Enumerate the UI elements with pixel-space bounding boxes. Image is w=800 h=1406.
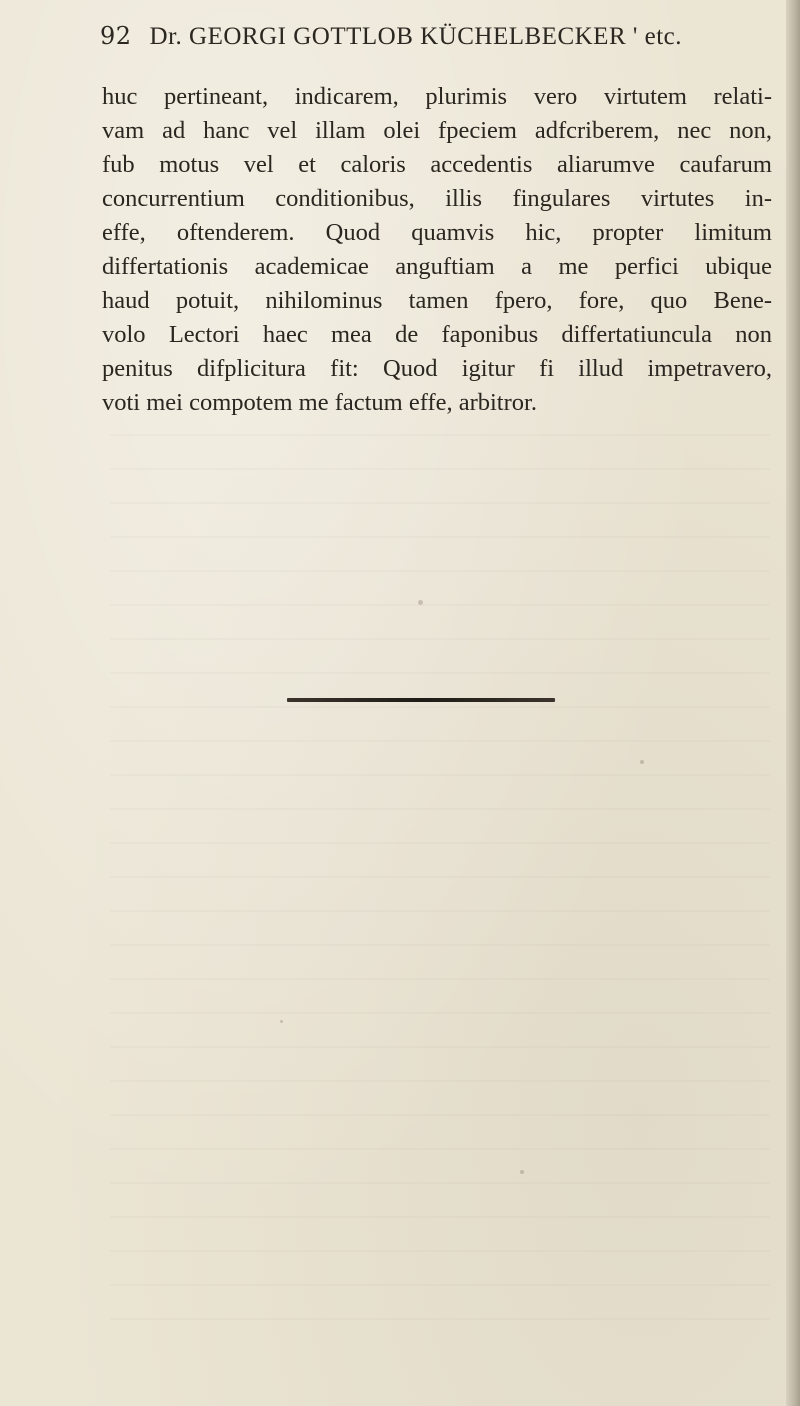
page-number: 92: [100, 22, 132, 50]
paper-speck: [640, 760, 644, 764]
text-line: concurrentium conditionibus, illis fingulares virtutes in-: [102, 185, 772, 212]
text-line: vam ad hanc vel illam olei fpeciem adfcriberem, nec non,: [102, 117, 772, 144]
paper-speck: [520, 1170, 524, 1174]
body-paragraph: [102, 80, 772, 420]
running-head: Dr. GEORGI GOTTLOB KÜCHELBECKER ' etc.: [149, 23, 683, 50]
text-line: huc pertineant, indicarem, plurimis vero virtutem relati-: [102, 83, 772, 110]
paper-speck: [418, 600, 423, 605]
section-separator-rule: [287, 698, 555, 702]
page-edge-shadow: [786, 0, 800, 1406]
show-through-texture: [110, 420, 770, 1320]
page-header: [100, 22, 770, 74]
text-line: penitus difplicitura fit: Quod igitur fi illud impetravero,: [102, 355, 772, 382]
text-line: differtationis academicae anguftiam a me perfici ubique: [102, 253, 772, 280]
text-line: voti mei compotem me factum effe, arbitror.: [102, 389, 537, 416]
text-line: effe, oftenderem. Quod quamvis hic, propter limitum: [102, 219, 772, 246]
text-line: volo Lectori haec mea de faponibus differtatiuncula non: [102, 321, 772, 348]
text-line: fub motus vel et caloris accedentis aliarumve caufarum: [102, 151, 772, 178]
text-line: haud potuit, nihilominus tamen fpero, fore, quo Bene-: [102, 287, 772, 314]
paper-speck: [280, 1020, 283, 1023]
